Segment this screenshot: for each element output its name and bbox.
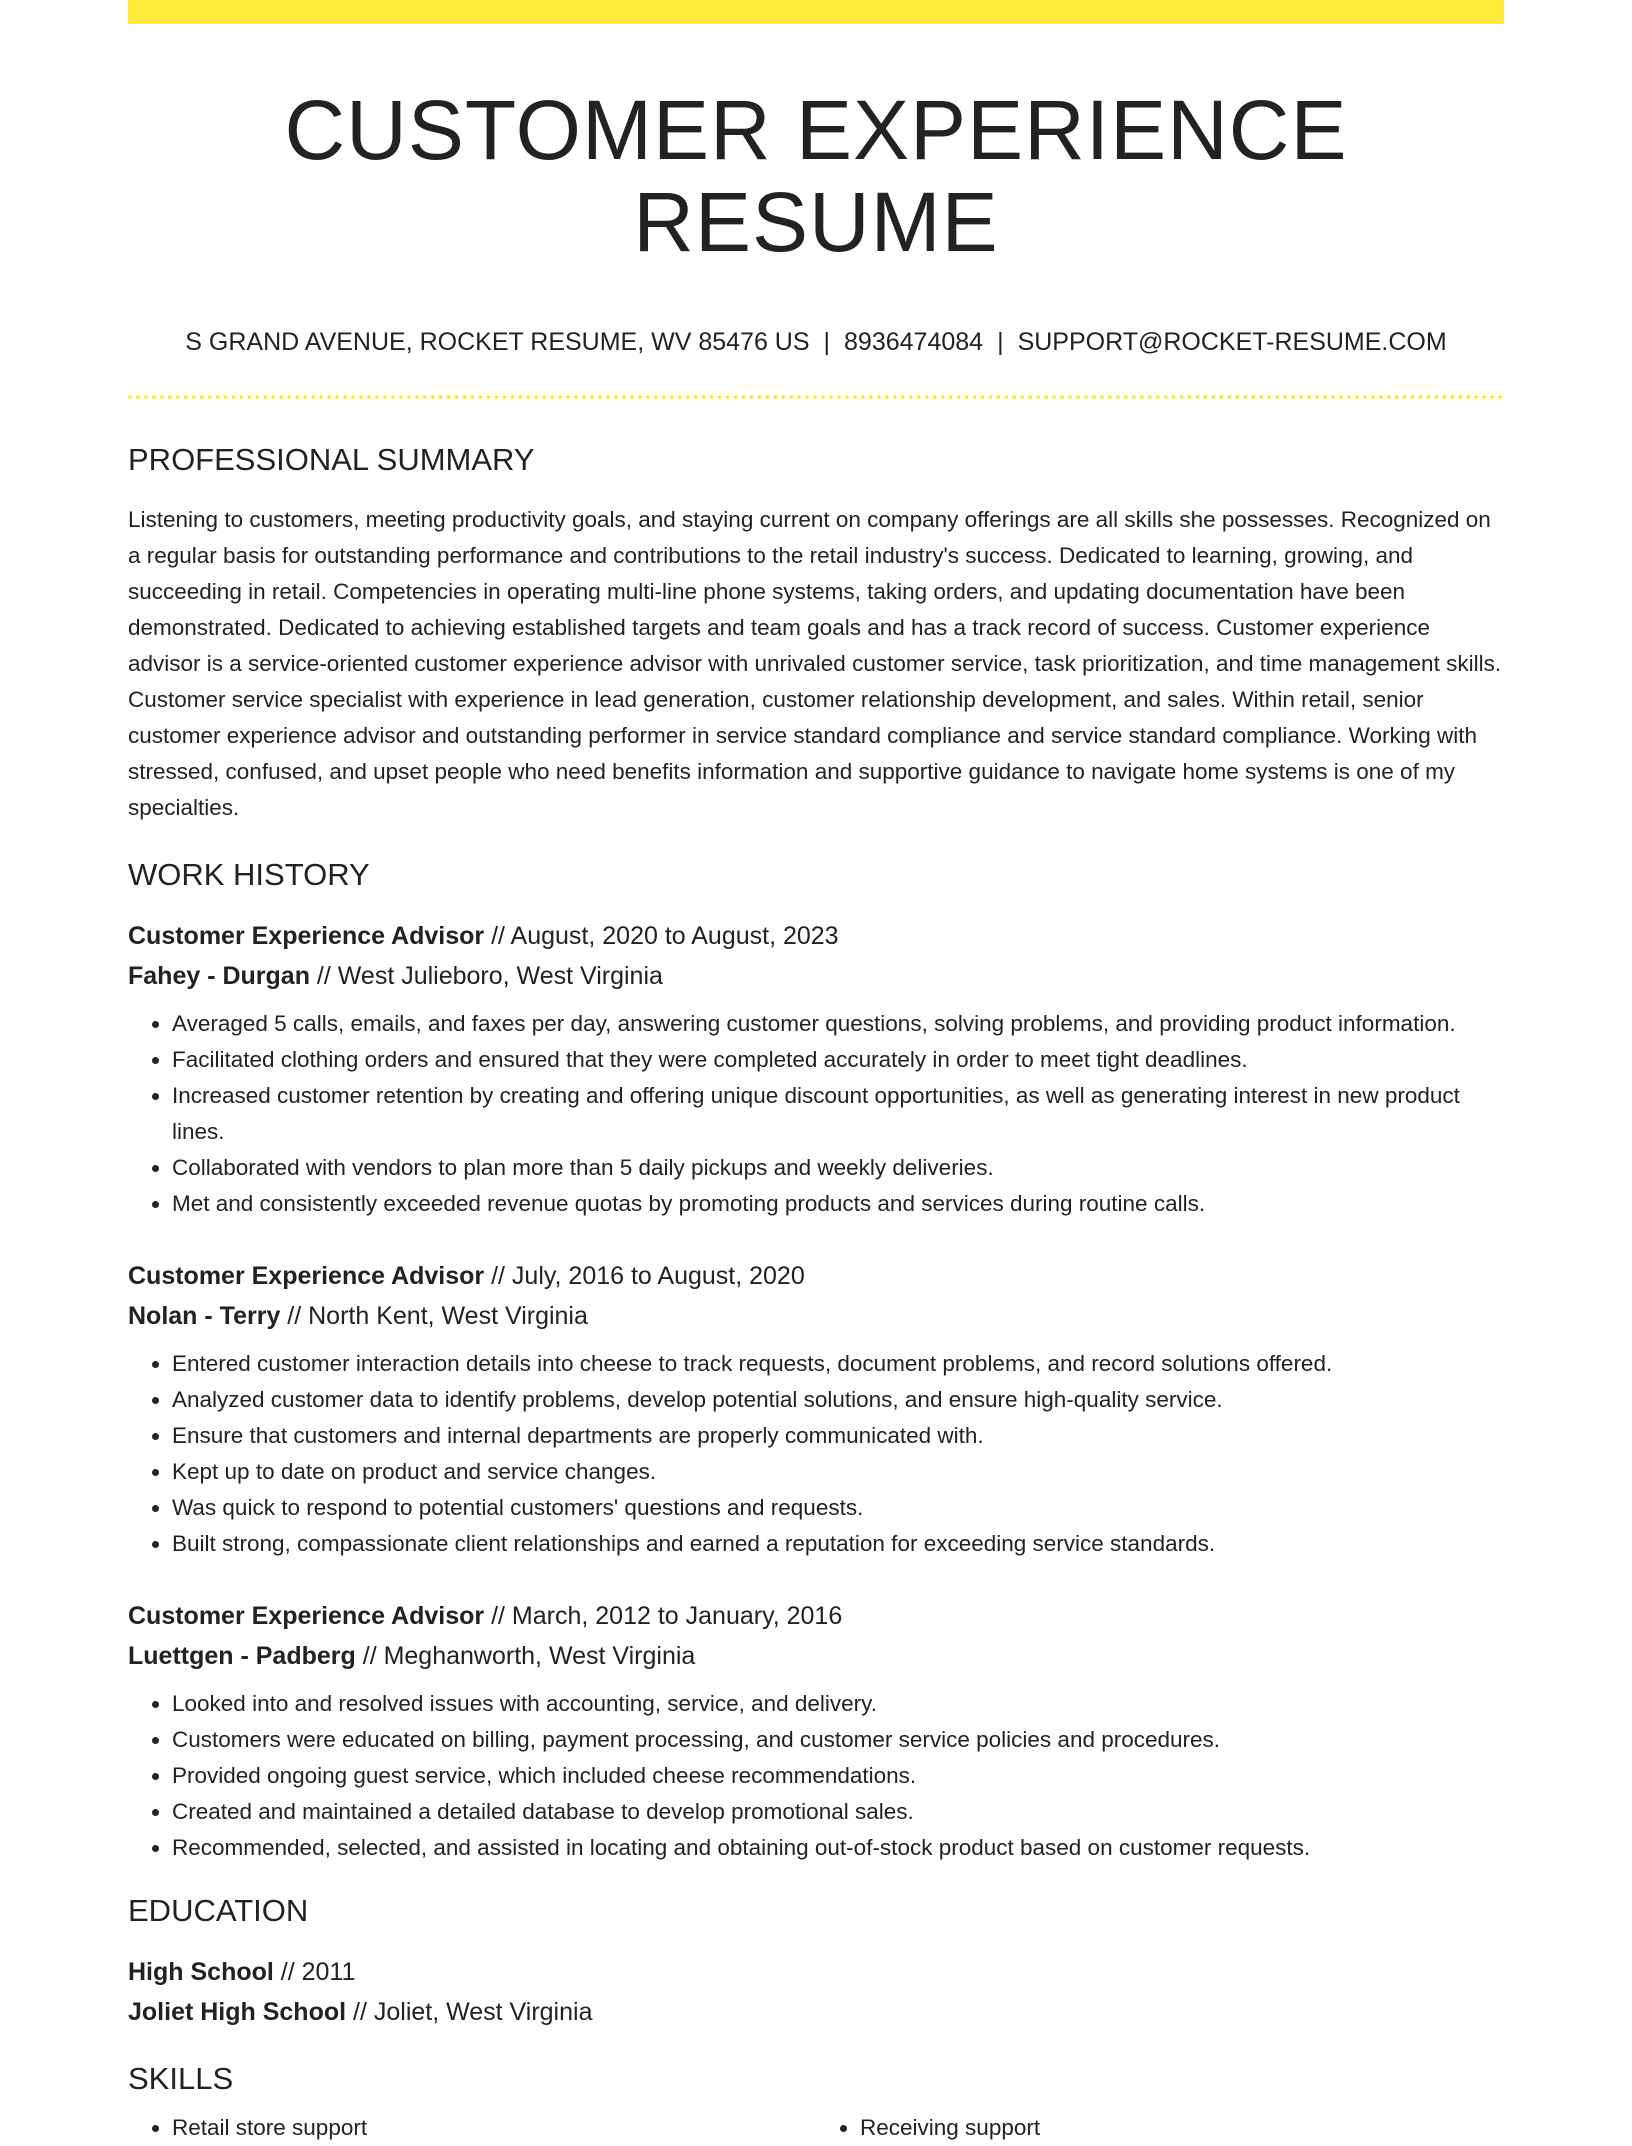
dotted-divider bbox=[128, 395, 1504, 399]
job-title: Customer Experience Advisor bbox=[128, 921, 485, 950]
job-bullet: • Kept up to date on product and service changes. bbox=[172, 1454, 1504, 1490]
education-entry bbox=[128, 1952, 1504, 2032]
job-title-line bbox=[128, 916, 1504, 956]
contact-separator: | bbox=[823, 327, 831, 356]
job-company: Luettgen - Padberg bbox=[128, 1641, 356, 1670]
job-entry bbox=[128, 1256, 1504, 1562]
skill-item: • Receiving support bbox=[860, 2110, 1504, 2146]
education-degree: High School bbox=[128, 1958, 274, 1987]
education-year: // 2011 bbox=[273, 1958, 356, 1987]
job-title: Customer Experience Advisor bbox=[128, 1601, 485, 1630]
education-degree-line bbox=[128, 1952, 1504, 1992]
resume-title: CUSTOMER EXPERIENCE RESUME bbox=[284, 83, 1348, 270]
job-bullets bbox=[128, 1346, 1504, 1562]
skills-column-right bbox=[816, 2110, 1504, 2146]
job-bullet: • Was quick to respond to potential customers' questions and requests. bbox=[172, 1490, 1504, 1526]
job-bullet: • Increased customer retention by creating and offering unique discount opportunities, as well as generating interest in new product lines. bbox=[172, 1078, 1504, 1150]
job-bullet: • Facilitated clothing orders and ensured that they were completed accurately in order to meet tight deadlines. bbox=[172, 1042, 1504, 1078]
job-company-line bbox=[128, 1636, 1504, 1676]
job-dates: // August, 2020 to August, 2023 bbox=[484, 921, 839, 950]
contact-line bbox=[128, 327, 1504, 357]
job-bullets bbox=[128, 1006, 1504, 1222]
job-bullets bbox=[128, 1686, 1504, 1866]
job-title: Customer Experience Advisor bbox=[128, 1261, 485, 1290]
education-school-line bbox=[128, 1992, 1504, 2032]
top-accent-bar bbox=[128, 0, 1504, 24]
phone: 8936474084 bbox=[844, 327, 984, 356]
job-bullet: • Recommended, selected, and assisted in locating and obtaining out-of-stock product based on customer requests. bbox=[172, 1830, 1504, 1866]
job-title-line bbox=[128, 1596, 1504, 1636]
job-bullet: • Created and maintained a detailed database to develop promotional sales. bbox=[172, 1794, 1504, 1830]
job-entry bbox=[128, 1596, 1504, 1866]
summary-text: Listening to customers, meeting productivity goals, and staying current on company offerings are all skills she possesses. Recognized on a regular basis for outstanding performance and contributions to the retail industry's success. Dedicated to learning, growing, and succeeding in retail. Competencies in operating multi-line phone systems, taking orders, and updating documentation have been demonstrated. Dedicated to achieving established targets and team goals and has a track record of success. Customer experience advisor is a service-oriented customer experience advisor with unrivaled customer service, task prioritization, and time management skills. Customer service specialist with experience in lead generation, customer relationship development, and sales. Within retail, senior customer experience advisor and outstanding performer in service standard compliance and service standard compliance. Working with stressed, confused, and upset people who need benefits information and supportive guidance to navigate home systems is one of my specialties. bbox=[128, 506, 1502, 820]
skill-item: • Retail store support bbox=[172, 2110, 816, 2146]
job-entry bbox=[128, 916, 1504, 1222]
job-bullet: • Looked into and resolved issues with accounting, service, and delivery. bbox=[172, 1686, 1504, 1722]
job-company-line bbox=[128, 956, 1504, 996]
email: SUPPORT@ROCKET-RESUME.COM bbox=[1017, 327, 1447, 356]
job-company: Nolan - Terry bbox=[128, 1301, 281, 1330]
job-location: // Meghanworth, West Virginia bbox=[355, 1641, 696, 1670]
job-dates: // March, 2012 to January, 2016 bbox=[484, 1601, 843, 1630]
section-heading-work: WORK HISTORY bbox=[128, 856, 370, 892]
job-location: // North Kent, West Virginia bbox=[280, 1301, 588, 1330]
job-bullet: • Collaborated with vendors to plan more than 5 daily pickups and weekly deliveries. bbox=[172, 1150, 1504, 1186]
job-bullet: • Provided ongoing guest service, which included cheese recommendations. bbox=[172, 1758, 1504, 1794]
section-heading-summary: PROFESSIONAL SUMMARY bbox=[128, 441, 535, 477]
contact-separator: | bbox=[997, 327, 1004, 356]
address: S GRAND AVENUE, ROCKET RESUME, WV 85476 US bbox=[185, 327, 810, 356]
job-bullet: • Ensure that customers and internal departments are properly communicated with. bbox=[172, 1418, 1504, 1454]
skills-list bbox=[128, 2110, 1504, 2146]
job-bullet: • Entered customer interaction details into cheese to track requests, document problems, and record solutions offered. bbox=[172, 1346, 1504, 1382]
education-location: // Joliet, West Virginia bbox=[346, 1998, 593, 2027]
section-heading-education: EDUCATION bbox=[128, 1892, 309, 1928]
resume-page bbox=[128, 0, 1504, 2146]
job-company-line bbox=[128, 1296, 1504, 1336]
job-title-line bbox=[128, 1256, 1504, 1296]
job-dates: // July, 2016 to August, 2020 bbox=[484, 1261, 805, 1290]
job-bullet: • Built strong, compassionate client relationships and earned a reputation for exceeding service standards. bbox=[172, 1526, 1504, 1562]
job-bullet: • Analyzed customer data to identify problems, develop potential solutions, and ensure high-quality service. bbox=[172, 1382, 1504, 1418]
job-company: Fahey - Durgan bbox=[128, 961, 310, 990]
section-heading-skills: SKILLS bbox=[128, 2061, 234, 2097]
skills-column-left bbox=[128, 2110, 816, 2146]
job-bullet: • Averaged 5 calls, emails, and faxes per day, answering customer questions, solving problems, and providing product information. bbox=[172, 1006, 1504, 1042]
job-bullet: • Met and consistently exceeded revenue quotas by promoting products and services during routine calls. bbox=[172, 1186, 1504, 1222]
job-bullet: • Customers were educated on billing, payment processing, and customer service policies and procedures. bbox=[172, 1722, 1504, 1758]
education-school: Joliet High School bbox=[128, 1998, 347, 2027]
job-location: // West Julieboro, West Virginia bbox=[309, 961, 663, 990]
